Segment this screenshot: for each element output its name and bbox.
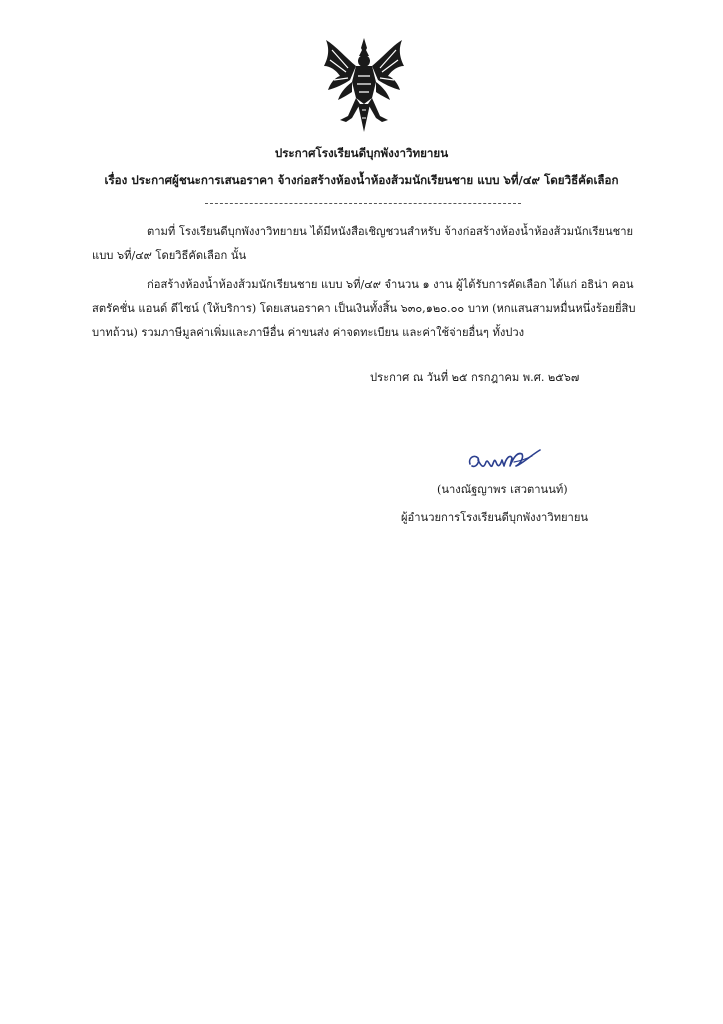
garuda-emblem-icon (318, 36, 410, 134)
announcement-date: ประกาศ ณ วันที่ ๒๕ กรกฎาคม พ.ศ. ๒๕๖๗ (370, 371, 580, 384)
paragraph-2-line-2: สตรัคชั่น แอนด์ ดีไซน์ (ให้บริการ) โดยเสนอราคา เป็นเงินทั้งสิ้น ๖๓๐,๑๒๐.๐๐ บาท (หกแสนสามหมื่นหนึ่งร้อยยี่สิบ (92, 302, 636, 315)
signer-position: ผู้อำนวยการโรงเรียนดีบุกพังงาวิทยายน (401, 511, 589, 524)
title-divider (205, 203, 521, 204)
announcement-title: ประกาศโรงเรียนดีบุกพังงาวิทยายน (274, 146, 449, 160)
signer-name: (นางณัฐญาพร เสวตานนท์) (437, 483, 568, 496)
paragraph-2-line-3: บาทถ้วน) รวมภาษีมูลค่าเพิ่มและภาษีอื่น ค่าขนส่ง ค่าจดทะเบียน และค่าใช้จ่ายอื่นๆ ทั้งปวง (92, 326, 525, 339)
paragraph-1-line-1: ตามที่ โรงเรียนดีบุกพังงาวิทยายน ได้มีหนังสือเชิญชวนสำหรับ จ้างก่อสร้างห้องน้ำห้องส้วมนักเรียนชาย (147, 225, 634, 238)
announcement-subject: เรื่อง ประกาศผู้ชนะการเสนอราคา จ้างก่อสร้างห้องน้ำห้องส้วมนักเรียนชาย แบบ ๖ที่/๔๙ โดยวิธีคัดเลือก (104, 173, 619, 187)
handwritten-signature-icon (464, 444, 544, 478)
paragraph-2-line-1: ก่อสร้างห้องน้ำห้องส้วมนักเรียนชาย แบบ ๖ที่/๔๙ จำนวน ๑ งาน ผู้ได้รับการคัดเลือก ได้แก่ อธิน่า คอน (147, 278, 634, 291)
paragraph-1-line-2: แบบ ๖ที่/๔๙ โดยวิธีคัดเลือก นั้น (92, 249, 247, 262)
